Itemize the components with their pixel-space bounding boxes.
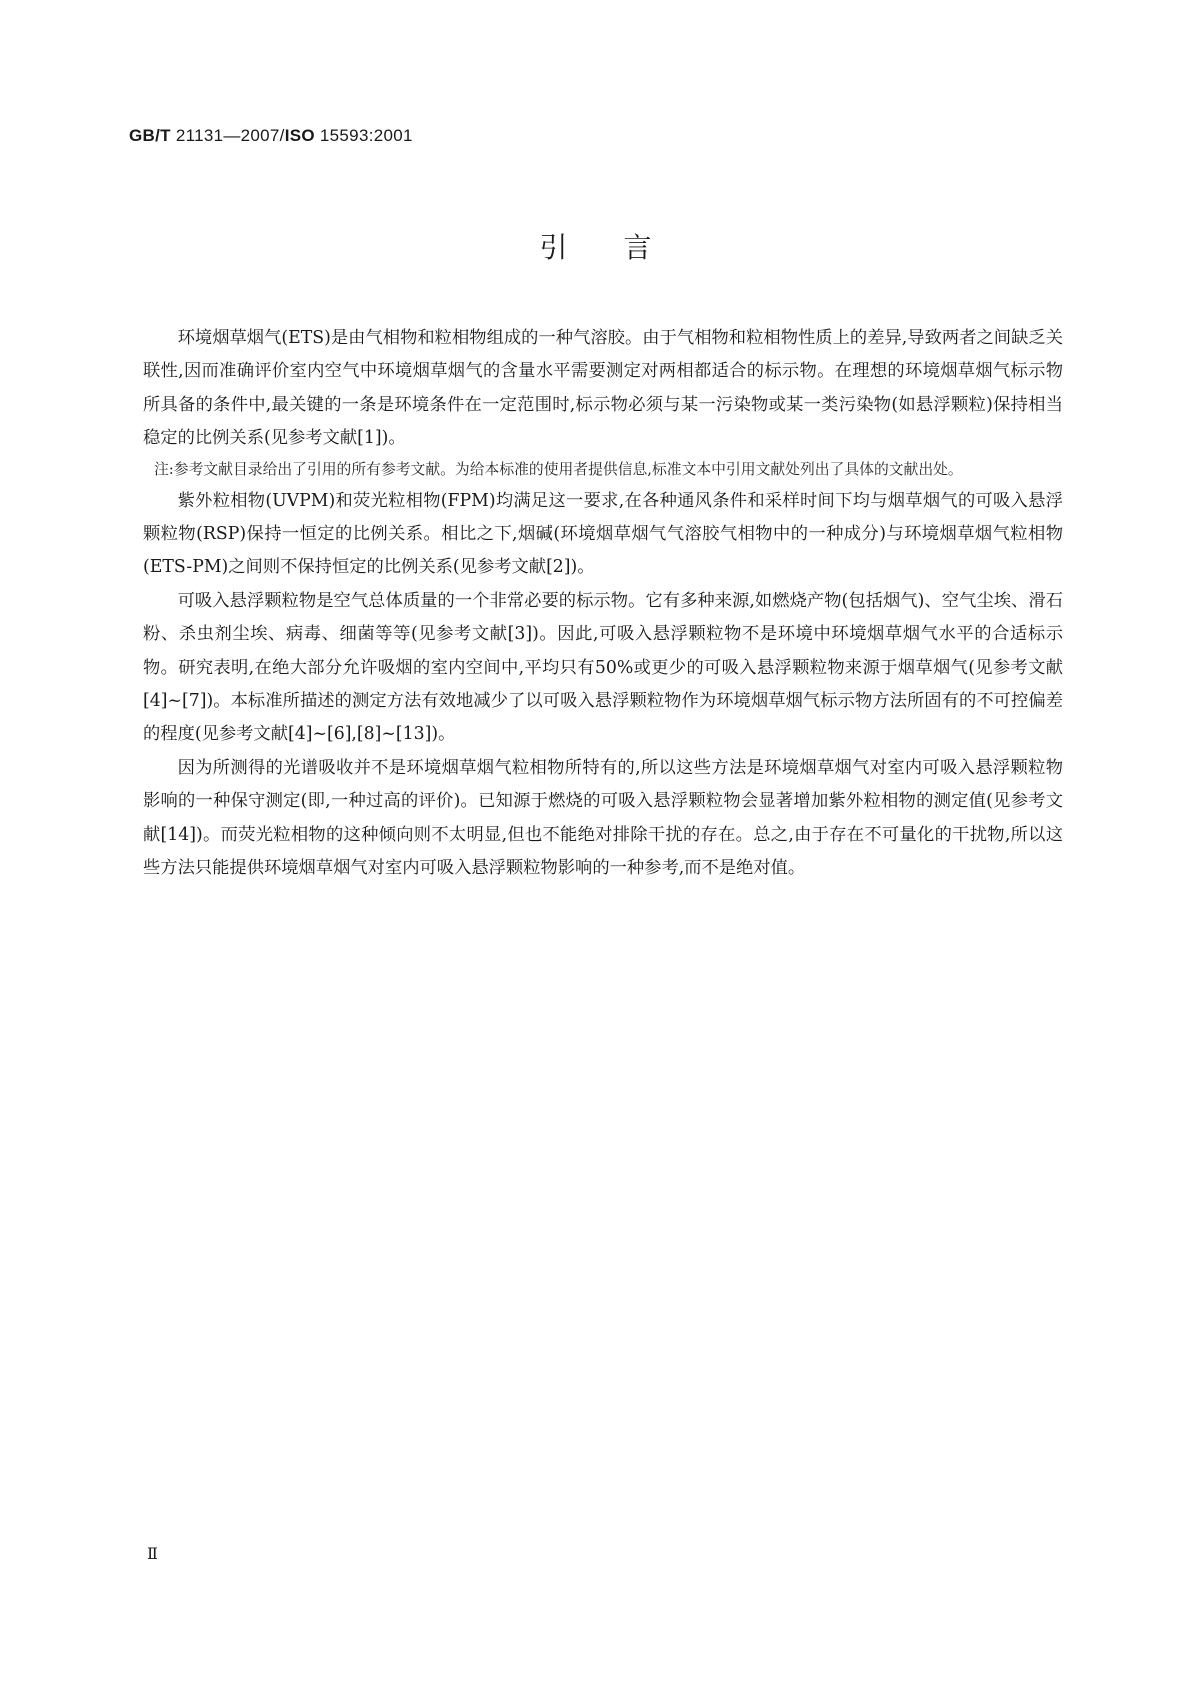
paragraph-4: 因为所测得的光谱吸收并不是环境烟草烟气粒相物所特有的,所以这些方法是环境烟草烟气对室内可吸入悬浮颗粒物影响的一种保守测定(即,一种过高的评价)。已知源于燃烧的可吸入悬浮颗粒物会显著增加紫外粒相物的测定值(见参考文献[14])。而荧光粒相物的这种倾向则不太明显,但也不能绝对排除干扰的存在。总之,由于存在不可量化的干扰物,所以这些方法只能提供环境烟草烟气对室内可吸入悬浮颗粒物影响的一种参考,而不是绝对值。 <box>143 757 1063 879</box>
iso-number: 15593:2001 <box>319 126 413 145</box>
page-number: Ⅱ <box>147 1546 158 1563</box>
paragraph-3: 可吸入悬浮颗粒物是空气总体质量的一个非常必要的标示物。它有多种来源,如燃烧产物(包括烟气)、空气尘埃、滑石粉、杀虫剂尘埃、病毒、细菌等等(见参考文献[3])。因此,可吸入悬浮颗粒物不是环境中环境烟草烟气水平的合适标示物。研究表明,在绝大部分允许吸烟的室内空间中,平均只有50%或更少的可吸入悬浮颗粒物来源于烟草烟气(见参考文献[4]~[7])。本标准所描述的测定方法有效地减少了以可吸入悬浮颗粒物作为环境烟草烟气标示物方法所固有的不可控偏差的程度(见参考文献[4]~[6],[8]~[13])。 <box>143 590 1063 745</box>
paragraph-1: 环境烟草烟气(ETS)是由气相物和粒相物组成的一种气溶胶。由于气相物和粒相物性质上的差异,导致两者之间缺乏关联性,因而准确评价室内空气中环境烟草烟气的含量水平需要测定对两相都适合的标示物。在理想的环境烟草烟气标示物所具备的条件中,最关键的一条是环境条件在一定范围时,标示物必须与某一污染物或某一类污染物(如悬浮颗粒)保持相当稳定的比例关系(见参考文献[1])。 <box>143 328 1063 449</box>
document-code <box>129 126 413 146</box>
standard-number: 21131—2007/ <box>175 126 285 145</box>
paragraph-2: 紫外粒相物(UVPM)和荧光粒相物(FPM)均满足这一要求,在各种通风条件和采样时间下均与烟草烟气的可吸入悬浮颗粒物(RSP)保持一恒定的比例关系。相比之下,烟碱(环境烟草烟气气溶胶气相物中的一种成分)与环境烟草烟气粒相物(ETS-PM)之间则不保持恒定的比例关系(见参考文献[2])。 <box>143 490 1063 578</box>
note: 注:参考文献目录给出了引用的所有参考文献。为给本标准的使用者提供信息,标准文本中引用文献处列出了具体的文献出处。 <box>154 460 963 478</box>
document-body <box>143 322 1063 886</box>
standard-prefix: GB/T <box>129 126 171 145</box>
page-title: 引 言 <box>539 231 652 264</box>
iso-prefix: ISO <box>284 126 315 145</box>
